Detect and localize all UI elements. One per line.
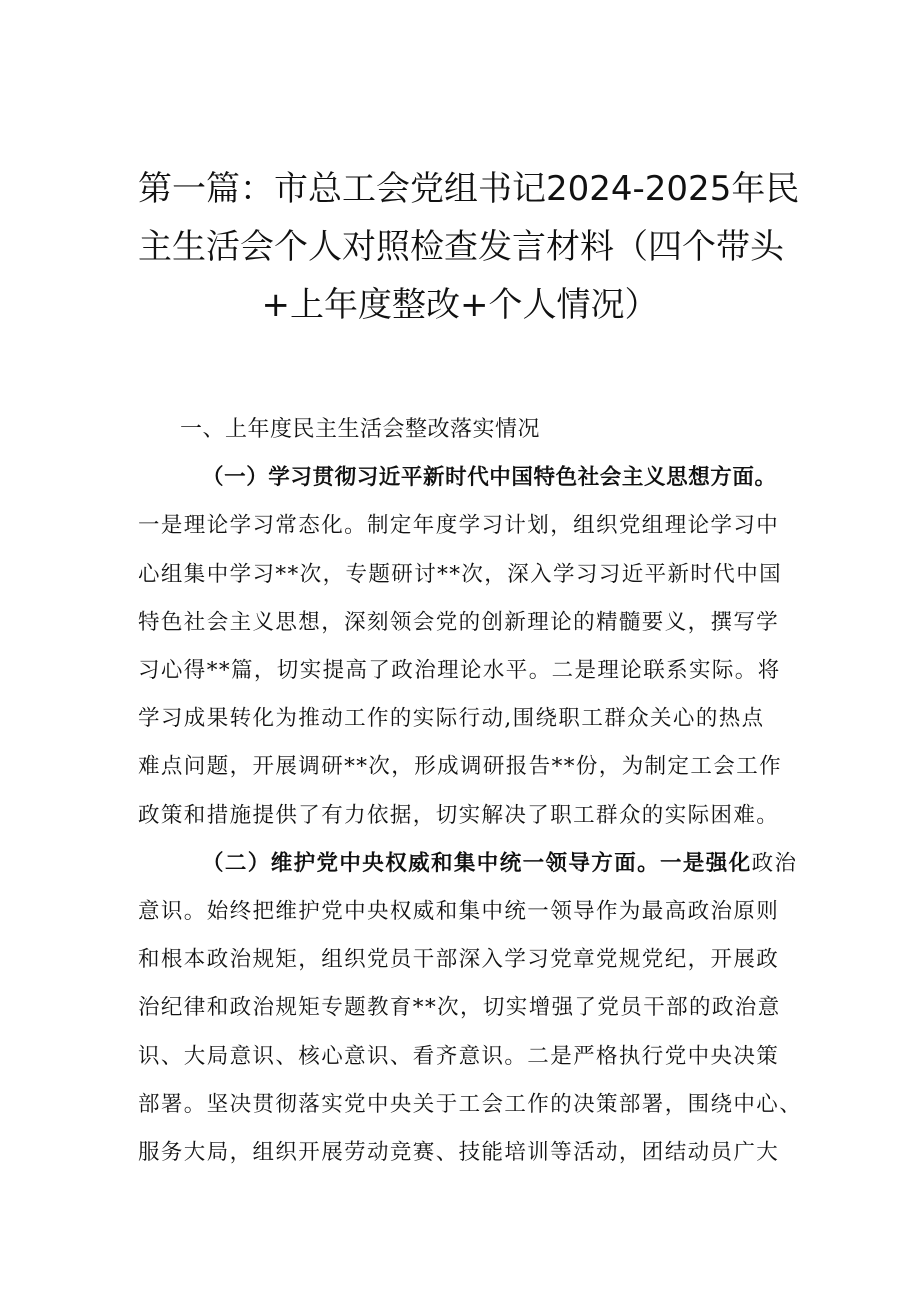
title-line-1: 第一篇：市总工会党组书记2024-2025年民	[138, 169, 800, 209]
paragraph-line: 和根本政治规矩，组织党员干部深入学习党章党规党纪，开展政	[138, 947, 780, 973]
paragraph-line: 难点问题，开展调研**次，形成调研报告**份，为制定工会工作	[138, 754, 783, 780]
paragraph-line: 服务大局，组织开展劳动竞赛、技能培训等活动，团结动员广大	[138, 1140, 780, 1166]
paragraph-line: 意识。始终把维护党中央权威和集中统一领导作为最高政治原则	[138, 899, 780, 925]
section-heading: 一、上年度民主生活会整改落实情况	[180, 417, 541, 442]
document-body	[138, 406, 803, 1177]
subsection-heading-1: （一）学习贯彻习近平新时代中国特色社会主义思想方面。	[202, 465, 777, 491]
title-line-3: +上年度整改+个人情况）	[261, 285, 659, 325]
paragraph-line: 特色社会主义思想，深刻领会党的创新理论的精髓要义，撰写学	[138, 609, 780, 635]
title-line-2: 主生活会个人对照检查发言材料（四个带头	[138, 227, 784, 267]
paragraph-line: 习心得**篇，切实提高了政治理论水平。二是理论联系实际。将	[138, 658, 781, 684]
paragraph-line: 识、大局意识、核心意识、看齐意识。二是严格执行党中央决策	[138, 1043, 780, 1069]
paragraph-line: 政策和措施提供了有力依据，切实解决了职工群众的实际困难。	[138, 802, 780, 828]
subsection-heading-2-bold: （二）维护党中央权威和集中统一领导方面。一是强化	[202, 850, 752, 876]
document-title	[110, 160, 810, 334]
paragraph-line: 一是理论学习常态化。制定年度学习计划，组织党组理论学习中	[138, 513, 780, 539]
subsection-heading-2-rest: 政治	[751, 850, 798, 876]
paragraph-line: 学习成果转化为推动工作的实际行动,围绕职工群众关心的热点	[138, 706, 765, 732]
paragraph-line: 心组集中学习**次，专题研讨**次，深入学习习近平新时代中国	[138, 561, 783, 587]
paragraph-line: 治纪律和政治规矩专题教育**次，切实增强了党员干部的政治意	[138, 995, 781, 1021]
subsection-heading-2	[138, 840, 798, 888]
paragraph-line: 部署。坚决贯彻落实党中央关于工会工作的决策部署，围绕中心、	[138, 1091, 803, 1117]
